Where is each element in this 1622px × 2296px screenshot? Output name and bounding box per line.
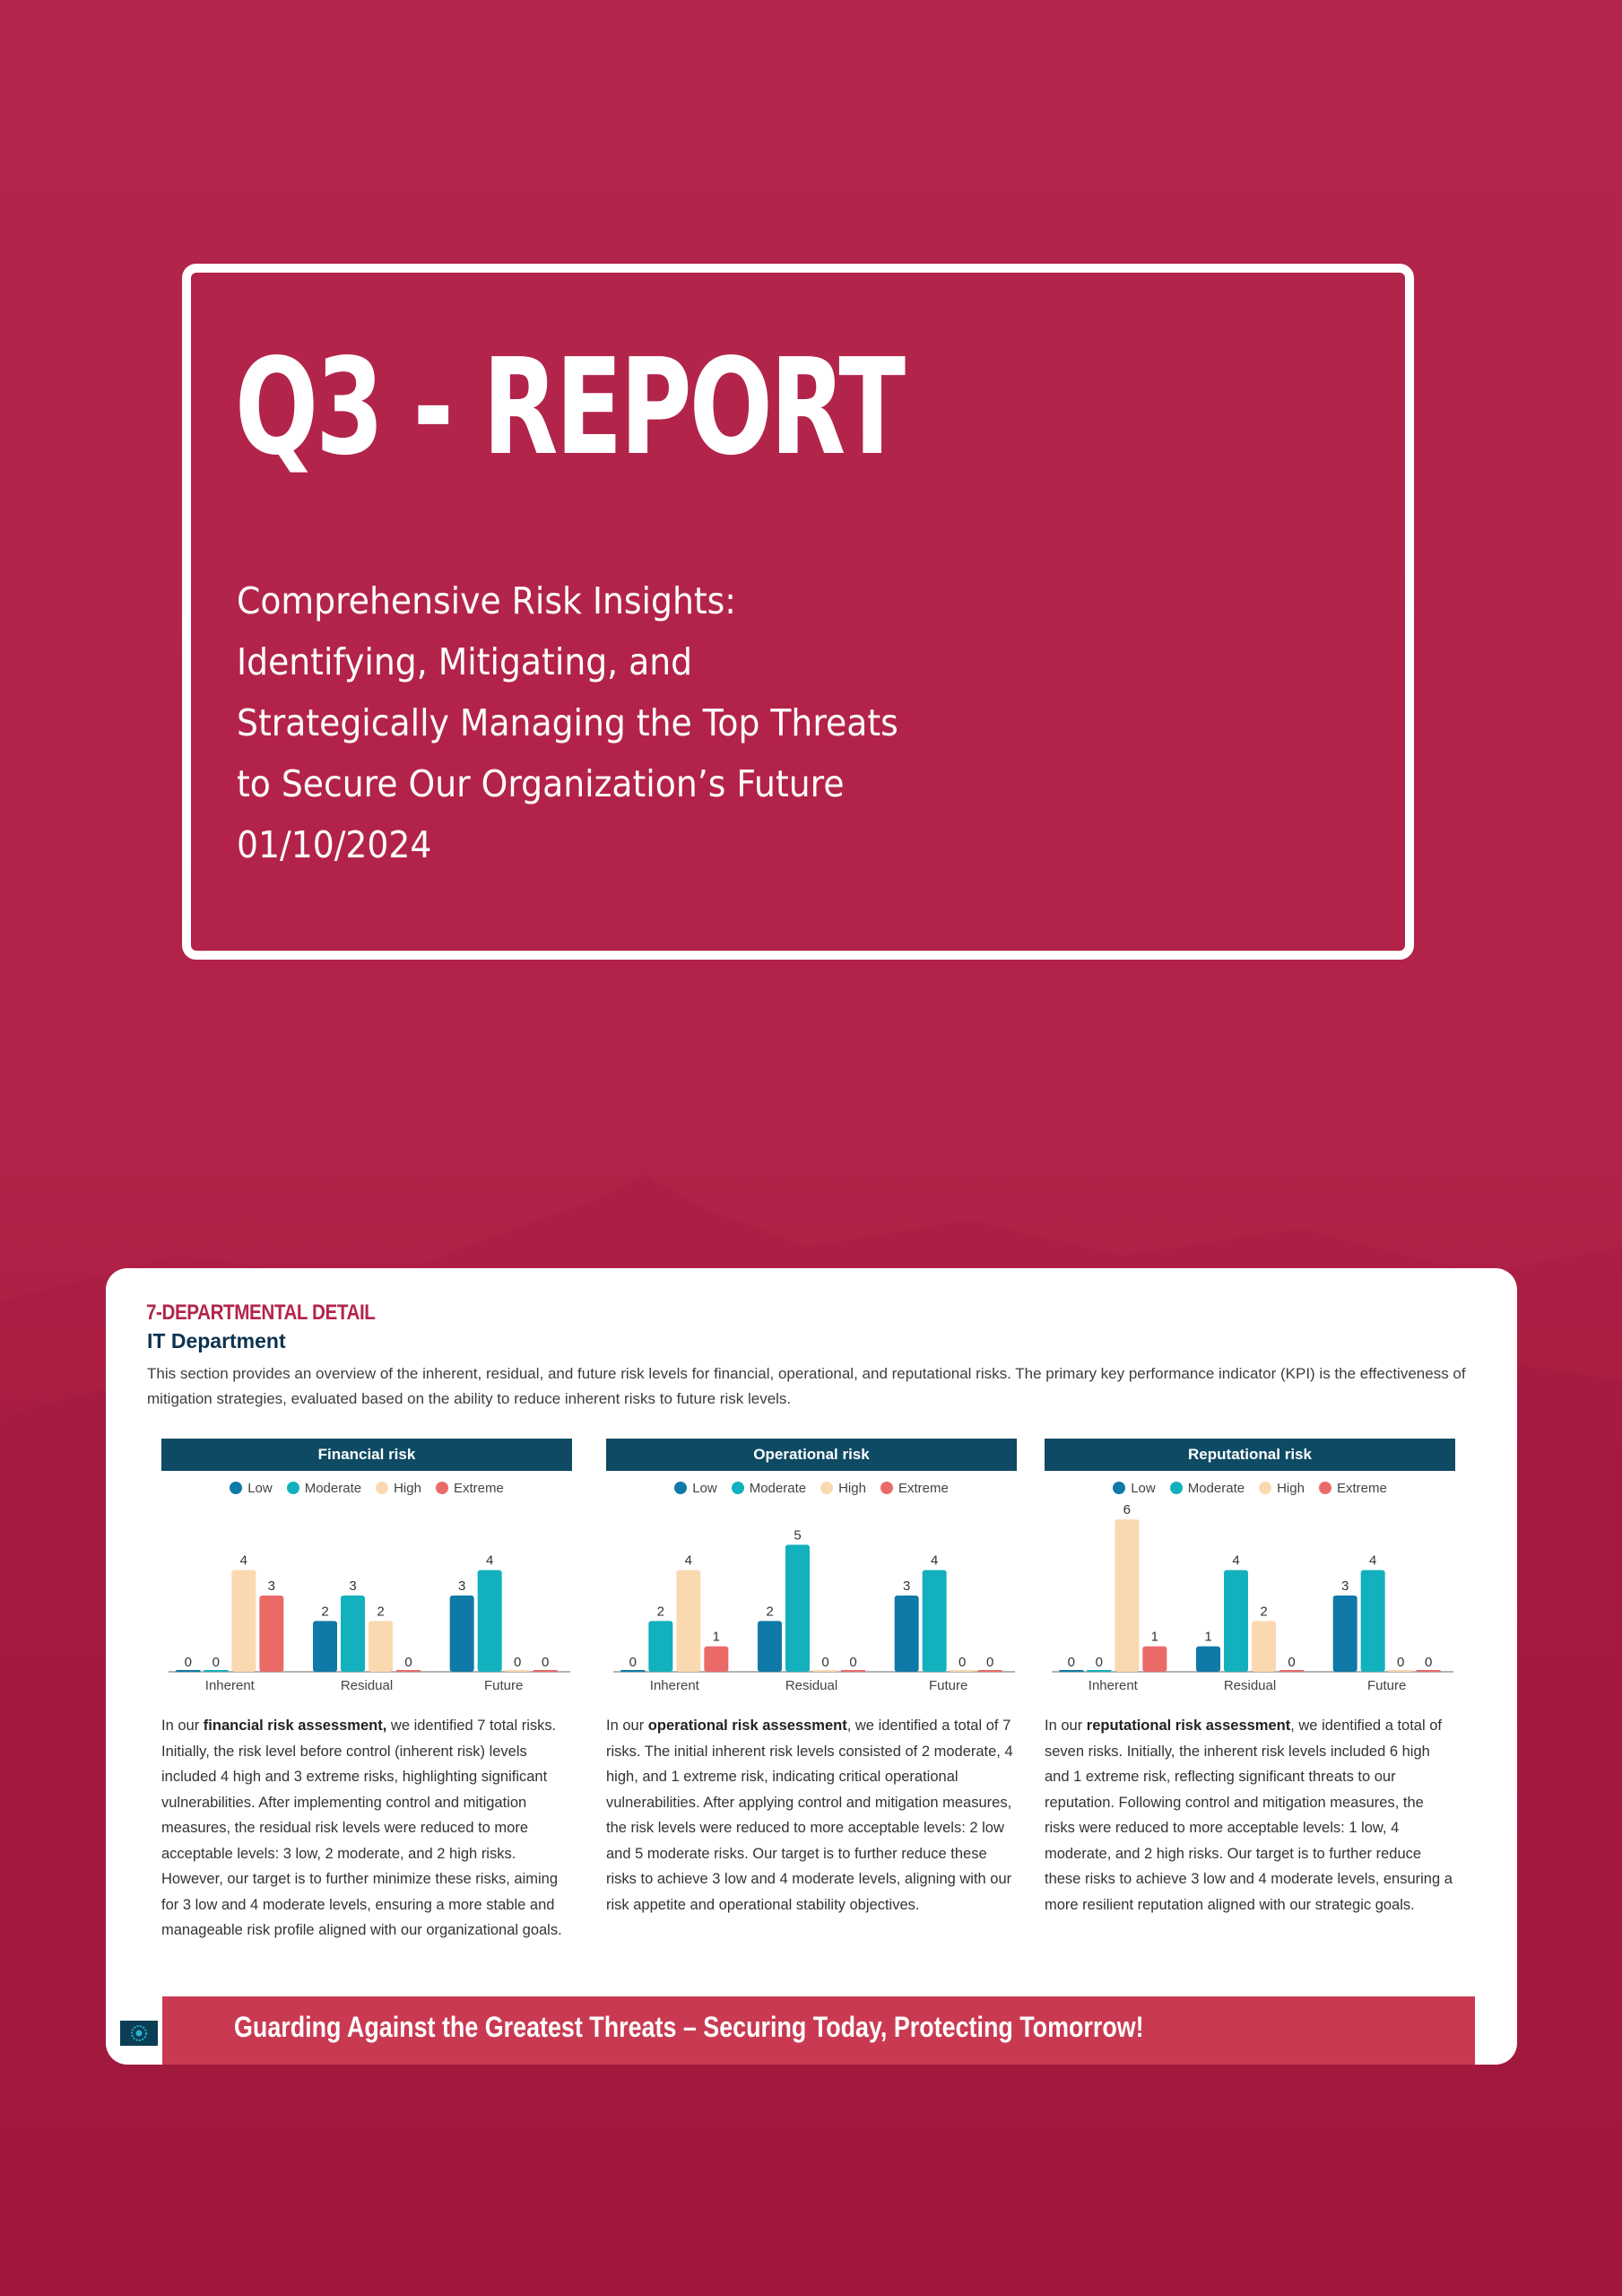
legend-item-high — [1259, 1481, 1305, 1496]
data-label: 4 — [930, 1552, 939, 1569]
report-subtitle — [237, 570, 1044, 875]
legend-item-moderate — [732, 1481, 806, 1496]
data-label: 3 — [902, 1578, 911, 1594]
legend-swatch-low — [674, 1482, 687, 1494]
bar-high — [369, 1621, 393, 1672]
bar-extreme — [1417, 1670, 1441, 1672]
subtitle-line: Strategically Managing the Top Threats — [237, 701, 898, 744]
desc-text: , we identified a total of 7 risks. The initial inherent risk levels consisted of 2 moderate, 4 high, and 1 extreme risk, indicating critical operational vulnerabilities. After applying control and mitigation measures, the risk levels were reduced to more acceptable levels: 2 low and 5 moderate risks. Our target is to further reduce these risks to achieve 3 low and 4 moderate levels, aligning with our risk appetite and operational stability objectives. — [606, 1718, 1013, 1913]
legend-swatch-moderate — [1170, 1482, 1183, 1494]
bar-high — [1115, 1519, 1139, 1672]
legend-swatch-low — [1113, 1482, 1125, 1494]
legend-swatch-extreme — [880, 1482, 893, 1494]
category-tick-label: Future — [483, 1678, 524, 1693]
data-label: 5 — [794, 1527, 802, 1544]
bar-moderate — [785, 1544, 810, 1672]
reputational-risk-column — [1045, 1439, 1455, 1918]
legend-item-low — [230, 1481, 273, 1496]
bar-moderate — [204, 1670, 228, 1672]
legend-swatch-moderate — [287, 1482, 299, 1494]
data-label: 3 — [349, 1578, 357, 1594]
bar-moderate — [1224, 1570, 1248, 1672]
legend-item-low — [674, 1481, 717, 1496]
desc-text: In our — [606, 1718, 648, 1734]
legend-label: Moderate — [749, 1480, 807, 1496]
bar-extreme — [1279, 1670, 1304, 1672]
bar-extreme — [1142, 1647, 1167, 1672]
data-label: 6 — [1123, 1502, 1132, 1518]
legend-label: Low — [247, 1480, 273, 1496]
bar-extreme — [533, 1670, 558, 1672]
data-label: 2 — [766, 1604, 774, 1620]
data-label: 4 — [1368, 1552, 1377, 1569]
legend-item-high — [820, 1481, 866, 1496]
bar-moderate — [1087, 1670, 1111, 1672]
chart-title: Financial risk — [161, 1439, 572, 1471]
legend-item-moderate — [287, 1481, 361, 1496]
legend-label: Moderate — [304, 1480, 362, 1496]
desc-bold: operational risk assessment — [647, 1718, 847, 1734]
department-title: IT Department — [147, 1329, 286, 1352]
data-label: 0 — [1396, 1655, 1405, 1670]
data-label: 1 — [1204, 1629, 1212, 1645]
data-label: 0 — [849, 1655, 857, 1670]
department-detail-panel — [106, 1268, 1517, 2065]
bar-low — [620, 1670, 645, 1672]
legend-label: Low — [692, 1480, 717, 1496]
data-label: 0 — [184, 1655, 193, 1670]
financial-risk-column — [161, 1439, 572, 1944]
legend-label: Low — [1131, 1480, 1156, 1496]
reputational-risk-description — [1045, 1713, 1455, 1918]
legend-item-extreme — [1319, 1481, 1387, 1496]
operational-risk-description — [606, 1713, 1017, 1918]
section-label: 7-DEPARTMENTAL DETAIL — [146, 1300, 376, 1325]
legend-swatch-extreme — [436, 1482, 448, 1494]
bar-high — [676, 1570, 700, 1672]
data-label: 1 — [712, 1629, 721, 1645]
bar-high — [1252, 1621, 1276, 1672]
data-label: 3 — [457, 1578, 466, 1594]
bar-high — [506, 1670, 530, 1672]
legend-label: High — [838, 1480, 866, 1496]
bar-low — [176, 1670, 200, 1672]
legend-label: Moderate — [1187, 1480, 1245, 1496]
bar-high — [1389, 1670, 1413, 1672]
legend-swatch-high — [376, 1482, 388, 1494]
bar-moderate — [341, 1596, 365, 1672]
category-tick-label: Residual — [785, 1678, 838, 1693]
bar-moderate — [648, 1621, 672, 1672]
operational-risk-chart — [606, 1501, 1017, 1699]
data-label: 4 — [684, 1552, 693, 1569]
legend-swatch-moderate — [732, 1482, 744, 1494]
data-label: 0 — [404, 1655, 412, 1670]
report-date: 01/10/2024 — [237, 823, 432, 866]
data-label: 0 — [958, 1655, 967, 1670]
bar-low — [313, 1621, 337, 1672]
section-intro: This section provides an overview of the inherent, residual, and future risk levels for financial, operational, and reputational risks. The primary key performance indicator (KPI) is the effectiveness of mitigation strategies, evaluated based on the ability to reduce inherent risks to future risk levels. — [147, 1365, 1466, 1407]
legend-item-extreme — [436, 1481, 504, 1496]
data-label: 2 — [1260, 1604, 1268, 1620]
data-label: 0 — [821, 1655, 829, 1670]
financial-risk-description — [161, 1713, 572, 1944]
subtitle-line: Comprehensive Risk Insights: — [237, 579, 737, 622]
legend-label: High — [1277, 1480, 1305, 1496]
desc-text: we identified 7 total risks. Initially, the risk level before control (inherent risk) levels included 4 high and 3 extreme risks, highlighting significant vulnerabilities. After implementing control and mitigation measures, the residual risk levels were reduced to more acceptable levels: 3 low, 2 moderate, and 2 high risks. However, our target is to further minimize these risks, aiming for 3 low and 4 moderate levels, ensuring a more stable and manageable risk profile aligned with our organizational goals. — [161, 1718, 562, 1938]
category-tick-label: Future — [928, 1678, 968, 1693]
data-label: 1 — [1150, 1629, 1159, 1645]
bar-moderate — [1361, 1570, 1385, 1672]
data-label: 2 — [321, 1604, 329, 1620]
footer-banner — [162, 1996, 1475, 2065]
bar-high — [950, 1670, 975, 1672]
chart-title: Reputational risk — [1045, 1439, 1455, 1471]
desc-bold: financial risk assessment, — [203, 1718, 387, 1734]
data-label: 4 — [1232, 1552, 1240, 1569]
legend-swatch-low — [230, 1482, 242, 1494]
legend-item-moderate — [1170, 1481, 1245, 1496]
chart-legend — [606, 1478, 1017, 1498]
data-label: 0 — [1288, 1655, 1296, 1670]
legend-label: High — [394, 1480, 421, 1496]
data-label: 0 — [1424, 1655, 1433, 1670]
desc-text: , we identified a total of seven risks. Initially, the inherent risk levels included 6 high and 1 extreme risk, reflecting significant threats to our reputation. Following control and mitigation measures, the risks were reduced to more acceptable levels: 1 low, 4 moderate, and 2 high risks. Our target is to further reduce these risks to achieve 3 low and 4 moderate levels, ensuring a more resilient reputation aligned with our strategic goals. — [1045, 1718, 1453, 1913]
sunburst-logo-icon — [120, 2021, 158, 2046]
data-label: 3 — [267, 1578, 276, 1594]
bar-extreme — [704, 1647, 728, 1672]
bar-low — [450, 1596, 474, 1672]
bar-extreme — [841, 1670, 865, 1672]
data-label: 0 — [1095, 1655, 1104, 1670]
bar-low — [895, 1596, 919, 1672]
bar-extreme — [396, 1670, 421, 1672]
legend-swatch-extreme — [1319, 1482, 1331, 1494]
subtitle-line: to Secure Our Organization’s Future — [237, 762, 845, 805]
desc-text: In our — [161, 1718, 204, 1734]
bar-low — [758, 1621, 782, 1672]
bar-moderate — [923, 1570, 947, 1672]
operational-risk-column — [606, 1439, 1017, 1918]
bar-low — [1196, 1647, 1220, 1672]
data-label: 4 — [485, 1552, 494, 1569]
data-label: 0 — [1067, 1655, 1076, 1670]
category-tick-label: Inherent — [204, 1678, 255, 1693]
bar-moderate — [478, 1570, 502, 1672]
legend-swatch-high — [820, 1482, 833, 1494]
data-label: 0 — [629, 1655, 638, 1670]
data-label: 4 — [239, 1552, 248, 1569]
desc-bold: reputational risk assessment — [1086, 1718, 1291, 1734]
data-label: 0 — [212, 1655, 221, 1670]
category-tick-label: Inherent — [1088, 1678, 1138, 1693]
data-label: 0 — [513, 1655, 522, 1670]
category-tick-label: Inherent — [649, 1678, 699, 1693]
data-label: 2 — [656, 1604, 665, 1620]
legend-label: Extreme — [453, 1480, 504, 1496]
data-label: 2 — [377, 1604, 385, 1620]
data-label: 3 — [1340, 1578, 1349, 1594]
chart-legend — [161, 1478, 572, 1498]
report-title: Q3 - REPORT — [235, 330, 904, 484]
legend-item-low — [1113, 1481, 1156, 1496]
category-tick-label: Future — [1366, 1678, 1407, 1693]
data-label: 0 — [985, 1655, 994, 1670]
chart-title: Operational risk — [606, 1439, 1017, 1471]
legend-label: Extreme — [1336, 1480, 1387, 1496]
bar-high — [231, 1570, 256, 1672]
footer-tagline: Guarding Against the Greatest Threats – Securing Today, Protecting Tomorrow! — [234, 2011, 1144, 2043]
reputational-risk-chart — [1045, 1501, 1455, 1699]
legend-item-high — [376, 1481, 421, 1496]
chart-legend — [1045, 1478, 1455, 1498]
subtitle-line: Identifying, Mitigating, and — [237, 640, 693, 683]
bar-low — [1059, 1670, 1083, 1672]
data-label: 0 — [541, 1655, 550, 1670]
bar-low — [1333, 1596, 1357, 1672]
legend-label: Extreme — [898, 1480, 949, 1496]
legend-swatch-high — [1259, 1482, 1271, 1494]
bar-high — [813, 1670, 837, 1672]
category-tick-label: Residual — [340, 1678, 394, 1693]
category-tick-label: Residual — [1223, 1678, 1277, 1693]
desc-text: In our — [1045, 1718, 1087, 1734]
bar-extreme — [978, 1670, 1002, 1672]
financial-risk-chart — [161, 1501, 572, 1699]
bar-extreme — [259, 1596, 283, 1672]
legend-item-extreme — [880, 1481, 949, 1496]
